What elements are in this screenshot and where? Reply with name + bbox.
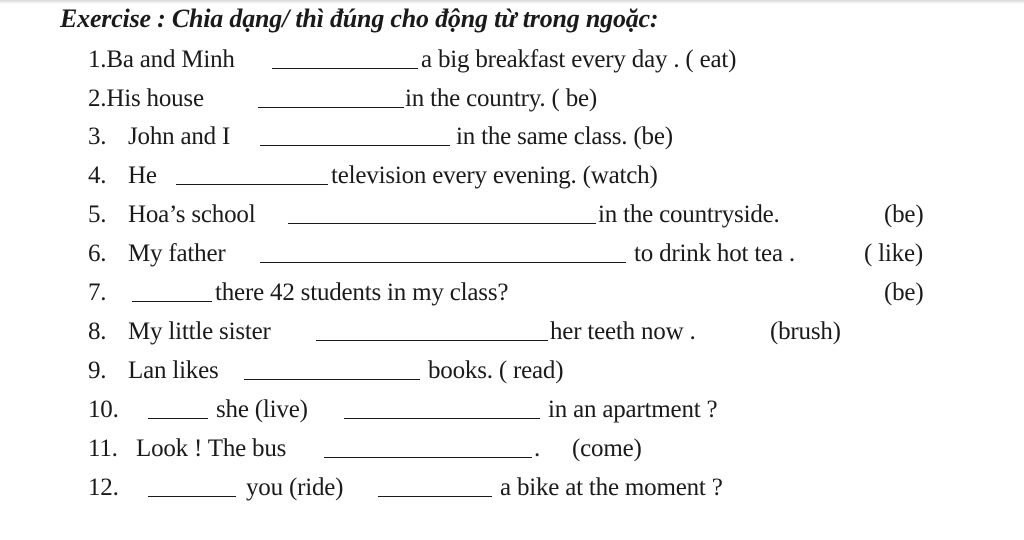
item-text-before: Lan likes [128,357,219,384]
item-number: 3. [88,123,107,150]
item-text-before: Hoa’s school [128,201,256,228]
item-text-after: there 42 students in my class? [215,279,509,306]
exercise-title: Exercise : Chia dạng/ thì đúng cho động từ trong ngoặc: [60,4,659,33]
item-number: 5. [88,201,107,228]
item-number: 10. [88,396,119,423]
item-text-after: books. ( read) [428,357,564,384]
item-text-after: her teeth now . [550,318,696,345]
item-number: 7. [88,279,107,306]
item-number: 9. [88,357,107,384]
answer-blank[interactable] [258,107,404,108]
item-text-before: My father [128,240,226,267]
item-text-mid: she (live) [216,396,308,423]
item-text-after: television every evening. (watch) [331,162,658,189]
item-text-after: in the country. ( be) [405,85,598,112]
item-text-after: to drink hot tea . [634,240,795,267]
item-text-after: in the same class. (be) [456,123,673,150]
item-number: 1.Ba and Minh [88,46,235,73]
verb-hint: (be) [884,279,924,306]
answer-blank[interactable] [378,496,492,497]
item-text-after: a bike at the moment ? [500,474,723,501]
item-text-after: a big breakfast every day . ( eat) [421,46,737,73]
item-text-after: in the countryside. [598,201,780,228]
item-number: 12. [88,474,119,501]
item-number: 4. [88,162,107,189]
item-text-before: He [128,162,157,189]
answer-blank[interactable] [288,223,596,224]
item-text-mid: you (ride) [246,474,344,501]
verb-hint: (come) [572,435,642,462]
item-number: 8. [88,318,107,345]
item-number: 2.His house [88,85,204,112]
answer-blank[interactable] [344,418,540,419]
answer-blank[interactable] [316,340,548,341]
answer-blank[interactable] [260,262,626,263]
answer-blank[interactable] [272,68,418,69]
item-number: 6. [88,240,107,267]
answer-blank[interactable] [324,457,532,458]
item-number: 11. [88,435,118,462]
item-text-after: in an apartment ? [548,396,718,423]
answer-blank[interactable] [148,418,208,419]
item-text-after: . [534,435,541,462]
answer-blank[interactable] [260,145,450,146]
answer-blank[interactable] [176,184,328,185]
item-text-before: John and I [128,123,231,150]
item-text-before: Look ! The bus [136,435,287,462]
answer-blank[interactable] [148,496,236,497]
verb-hint: ( like) [864,240,923,267]
answer-blank[interactable] [244,379,420,380]
answer-blank[interactable] [132,301,212,302]
verb-hint: (brush) [770,318,841,345]
verb-hint: (be) [884,201,924,228]
item-text-before: My little sister [128,318,271,345]
